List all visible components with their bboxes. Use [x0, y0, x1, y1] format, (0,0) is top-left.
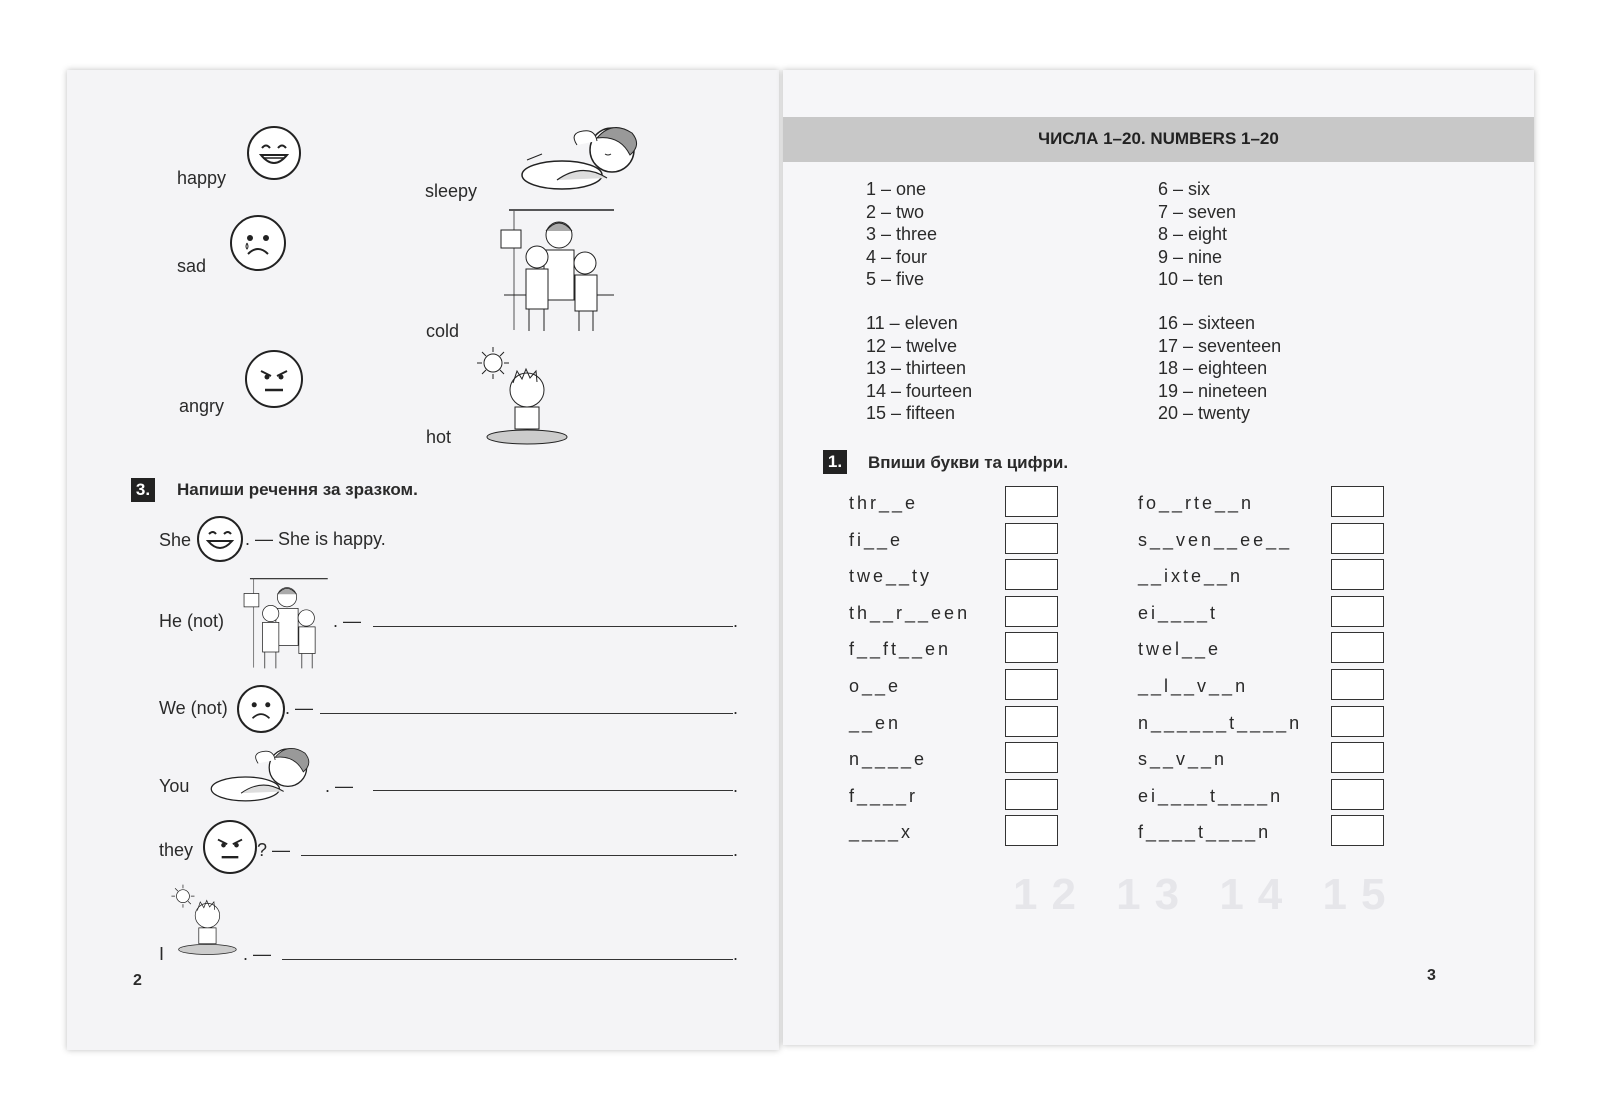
example-happy-face-icon — [197, 516, 243, 562]
number-item: 2 – two — [866, 201, 925, 222]
gap-word: __l__v__n — [1138, 676, 1249, 696]
sleepy-child-small-icon — [207, 742, 322, 806]
answer-line-3[interactable] — [373, 790, 733, 791]
row-sad-face-icon — [237, 685, 285, 733]
number-answer-box[interactable] — [1005, 669, 1058, 700]
number-item: 5 – five — [866, 269, 925, 289]
number-item: 1 – one — [866, 179, 927, 199]
number-answer-box[interactable] — [1331, 486, 1384, 517]
answer-line-5[interactable] — [282, 959, 733, 960]
vocab-happy: happy — [177, 168, 227, 188]
number-item: 15 – fifteen — [866, 403, 956, 423]
number-item: 14 – fourteen — [866, 380, 973, 401]
answer-line-4[interactable] — [301, 855, 733, 856]
gap-word: f__ft__en — [849, 639, 952, 660]
gap-word: f____t____n — [1138, 822, 1272, 843]
number-answer-box[interactable] — [1005, 523, 1058, 554]
row-subject-we: We (not) — [159, 698, 228, 718]
row-angry-face-icon — [203, 820, 257, 874]
number-item: 4 – four — [866, 246, 928, 267]
number-item: 6 – six — [1158, 179, 1211, 199]
sleepy-child-icon — [517, 120, 652, 195]
number-answer-box[interactable] — [1331, 523, 1384, 554]
sad-face-icon — [230, 215, 286, 271]
number-item: 12 – twelve — [866, 335, 958, 356]
ghost-print-through: 12 13 14 15 — [1013, 870, 1400, 919]
numbers-col-3 — [866, 312, 972, 425]
numbers-col-2 — [1158, 178, 1236, 291]
gap-word: __en — [849, 712, 902, 733]
gap-word: fi__e — [849, 529, 904, 550]
number-answer-box[interactable] — [1331, 706, 1384, 737]
number-answer-box[interactable] — [1331, 596, 1384, 627]
number-answer-box[interactable] — [1331, 815, 1384, 846]
gap-word: ____x — [849, 822, 914, 843]
left-page — [67, 70, 779, 1050]
row-1-end: . — [733, 611, 739, 631]
number-answer-box[interactable] — [1005, 742, 1058, 773]
row-subject-i: I — [159, 944, 165, 964]
right-page — [783, 70, 1534, 1045]
row-5-end: . — [733, 944, 739, 964]
exercise-1-number: 1. — [823, 450, 847, 474]
row-2-punct: . — — [285, 698, 314, 718]
gap-word: fo__rte__n — [1138, 493, 1255, 513]
gap-word: ei____t____n — [1138, 785, 1284, 806]
number-item: 20 – twenty — [1158, 403, 1251, 423]
number-answer-box[interactable] — [1005, 706, 1058, 737]
gap-word: n____e — [849, 749, 928, 770]
number-item: 16 – sixteen — [1158, 313, 1256, 333]
number-answer-box[interactable] — [1005, 486, 1058, 517]
number-answer-box[interactable] — [1331, 632, 1384, 663]
number-answer-box[interactable] — [1005, 815, 1058, 846]
gap-word: twe__ty — [849, 566, 933, 587]
number-item: 3 – three — [866, 224, 938, 244]
vocab-cold: cold — [426, 321, 460, 341]
number-item: 10 – ten — [1158, 269, 1224, 289]
section-header — [783, 117, 1534, 162]
number-answer-box[interactable] — [1005, 559, 1058, 590]
number-item: 19 – nineteen — [1158, 380, 1268, 401]
row-subject-he: He (not) — [159, 611, 225, 631]
gap-word: twel__e — [1138, 639, 1222, 660]
gap-word: ei____t — [1138, 602, 1219, 623]
example-answer: . — She is happy. — [245, 529, 386, 549]
answer-line-2[interactable] — [320, 713, 733, 714]
answer-line-1[interactable] — [373, 626, 733, 627]
row-subject-they: they — [159, 840, 194, 860]
vocab-hot: hot — [426, 427, 452, 447]
gap-word: __ixte__n — [1138, 566, 1244, 587]
gap-word: th__r__een — [849, 602, 971, 623]
vocab-angry: angry — [179, 396, 225, 416]
row-4-end: . — [733, 840, 739, 860]
cold-children-icon — [499, 205, 619, 340]
number-answer-box[interactable] — [1331, 669, 1384, 700]
number-item: 8 – eight — [1158, 224, 1228, 244]
numbers-col-1 — [866, 178, 937, 291]
section-header-title: ЧИСЛА 1–20. NUMBERS 1–20 — [1038, 129, 1279, 148]
page-number-right: 3 — [1427, 967, 1436, 984]
gap-word: s__v__n — [1138, 749, 1228, 770]
number-answer-box[interactable] — [1005, 779, 1058, 810]
gap-word: n______t____n — [1138, 712, 1303, 733]
number-answer-box[interactable] — [1331, 559, 1384, 590]
row-3-end: . — [733, 776, 739, 796]
number-item: 18 – eighteen — [1158, 358, 1268, 378]
hot-child-small-icon — [170, 883, 242, 959]
gap-word: thr__e — [849, 493, 919, 513]
number-item: 9 – nine — [1158, 246, 1223, 267]
row-2-end: . — [733, 698, 739, 718]
row-4-punct: ? — — [257, 840, 291, 860]
number-answer-box[interactable] — [1005, 632, 1058, 663]
page-number-left: 2 — [133, 972, 142, 989]
number-item: 7 – seven — [1158, 201, 1237, 222]
hot-child-icon — [475, 345, 575, 450]
numbers-col-4 — [1158, 312, 1281, 425]
happy-face-icon — [247, 126, 301, 180]
row-subject-you: You — [159, 776, 190, 796]
cold-children-small-icon — [242, 575, 332, 675]
gap-word: f____r — [849, 785, 919, 806]
vocab-sad: sad — [177, 256, 207, 276]
number-answer-box[interactable] — [1331, 742, 1384, 773]
number-answer-box[interactable] — [1005, 596, 1058, 627]
vocab-sleepy: sleepy — [425, 181, 478, 201]
exercise-3-title: Напиши речення за зразком. — [177, 480, 418, 499]
gap-word: s__ven__ee__ — [1138, 529, 1293, 550]
row-3-punct: . — — [325, 776, 354, 796]
number-item: 11 – eleven — [866, 313, 958, 333]
number-item: 17 – seventeen — [1158, 335, 1282, 356]
number-item: 13 – thirteen — [866, 358, 967, 378]
exercise-1-title: Впиши букви та цифри. — [868, 453, 1069, 472]
row-5-punct: . — — [243, 944, 272, 964]
example-subject: She — [159, 530, 192, 550]
gap-word: o__e — [849, 676, 902, 696]
angry-face-icon — [245, 350, 303, 408]
exercise-3-number: 3. — [131, 478, 155, 502]
number-answer-box[interactable] — [1331, 779, 1384, 810]
row-1-punct: . — — [333, 611, 362, 631]
